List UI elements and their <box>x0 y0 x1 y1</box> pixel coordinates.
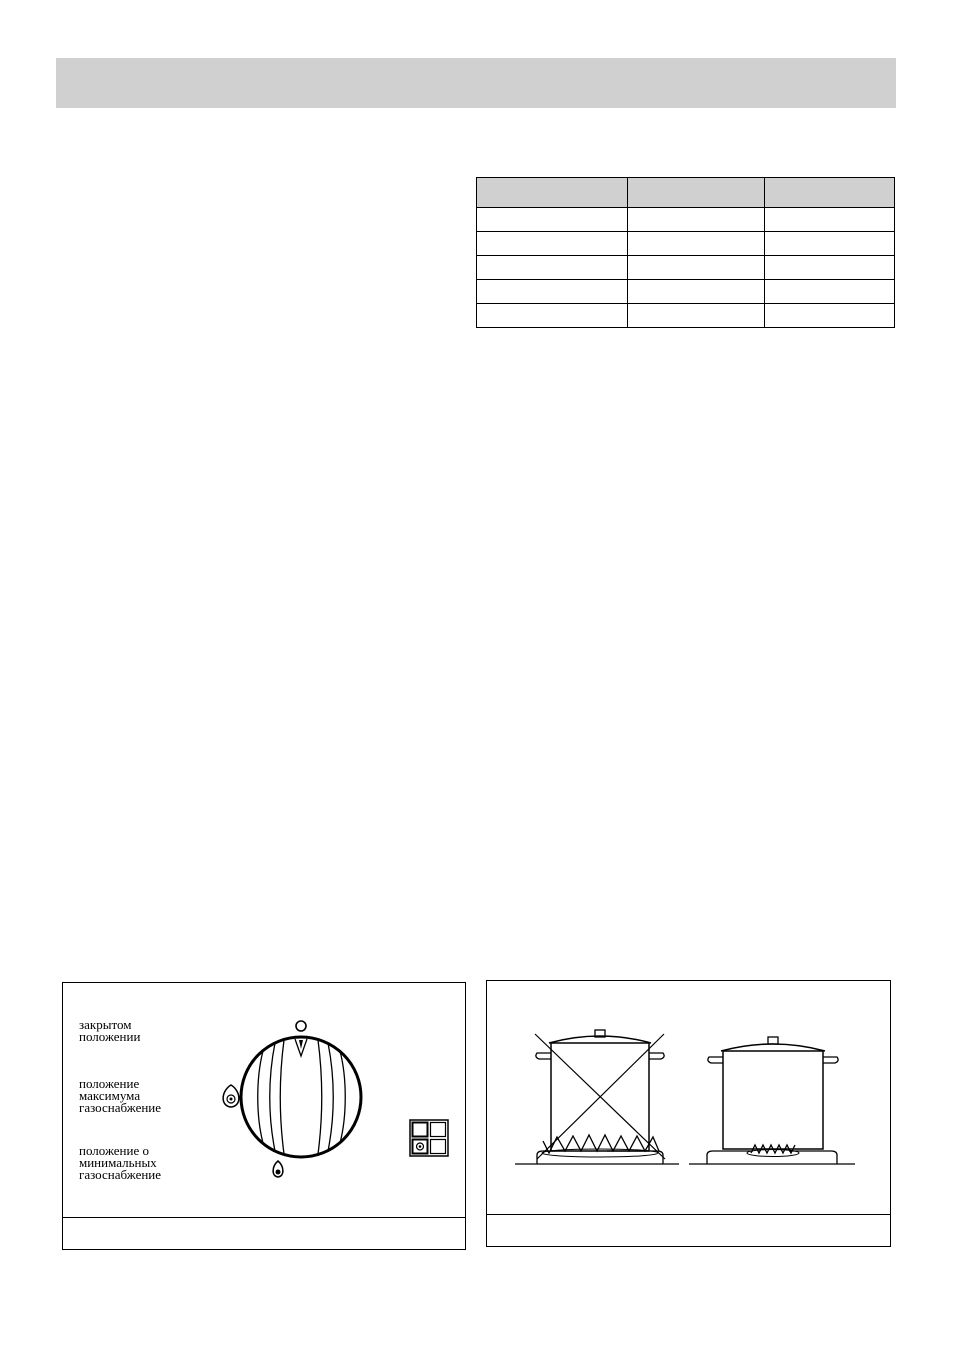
label-line: положение о <box>79 1143 149 1158</box>
table-header-cell <box>477 178 628 208</box>
label-line: положение <box>79 1076 140 1091</box>
table-header-cell <box>765 178 895 208</box>
label-line: газоснабжение <box>79 1167 162 1182</box>
table-row <box>477 256 895 280</box>
table-cell <box>628 208 765 232</box>
knob-drawing <box>63 983 465 1217</box>
wrong-pot-crossed-icon <box>515 1030 679 1164</box>
spec-table <box>476 177 895 328</box>
table-cell <box>628 280 765 304</box>
table-cell <box>628 304 765 328</box>
table-cell <box>628 256 765 280</box>
table-cell <box>477 256 628 280</box>
max-flame-icon <box>223 1085 239 1107</box>
caption-divider <box>487 1214 890 1215</box>
label-line: максимума <box>79 1088 141 1103</box>
table-cell <box>477 304 628 328</box>
table-row <box>477 232 895 256</box>
table-cell <box>477 208 628 232</box>
caption-divider <box>63 1217 465 1218</box>
table-cell <box>628 232 765 256</box>
label-line: положении <box>79 1029 141 1044</box>
table-cell <box>477 280 628 304</box>
table-cell <box>765 256 895 280</box>
header-band <box>56 58 896 108</box>
label-line: газоснабжение <box>79 1100 162 1115</box>
knob-dial-icon <box>241 1037 361 1157</box>
table-row <box>477 208 895 232</box>
closed-position-icon <box>296 1021 306 1031</box>
table-cell <box>765 208 895 232</box>
table-cell <box>765 280 895 304</box>
table-cell <box>765 232 895 256</box>
table-cell <box>477 232 628 256</box>
label-line: закрытом <box>79 1017 132 1032</box>
pots-figure <box>486 980 891 1247</box>
table-header-row <box>477 178 895 208</box>
table-row <box>477 304 895 328</box>
table-row <box>477 280 895 304</box>
burner-selector-icon <box>410 1120 448 1156</box>
table-header-cell <box>628 178 765 208</box>
min-flame-icon <box>273 1161 283 1177</box>
pots-drawing <box>487 981 890 1214</box>
table-cell <box>765 304 895 328</box>
label-line: минимальных <box>79 1155 157 1170</box>
knob-figure <box>62 982 466 1250</box>
correct-pot-icon <box>689 1037 855 1164</box>
